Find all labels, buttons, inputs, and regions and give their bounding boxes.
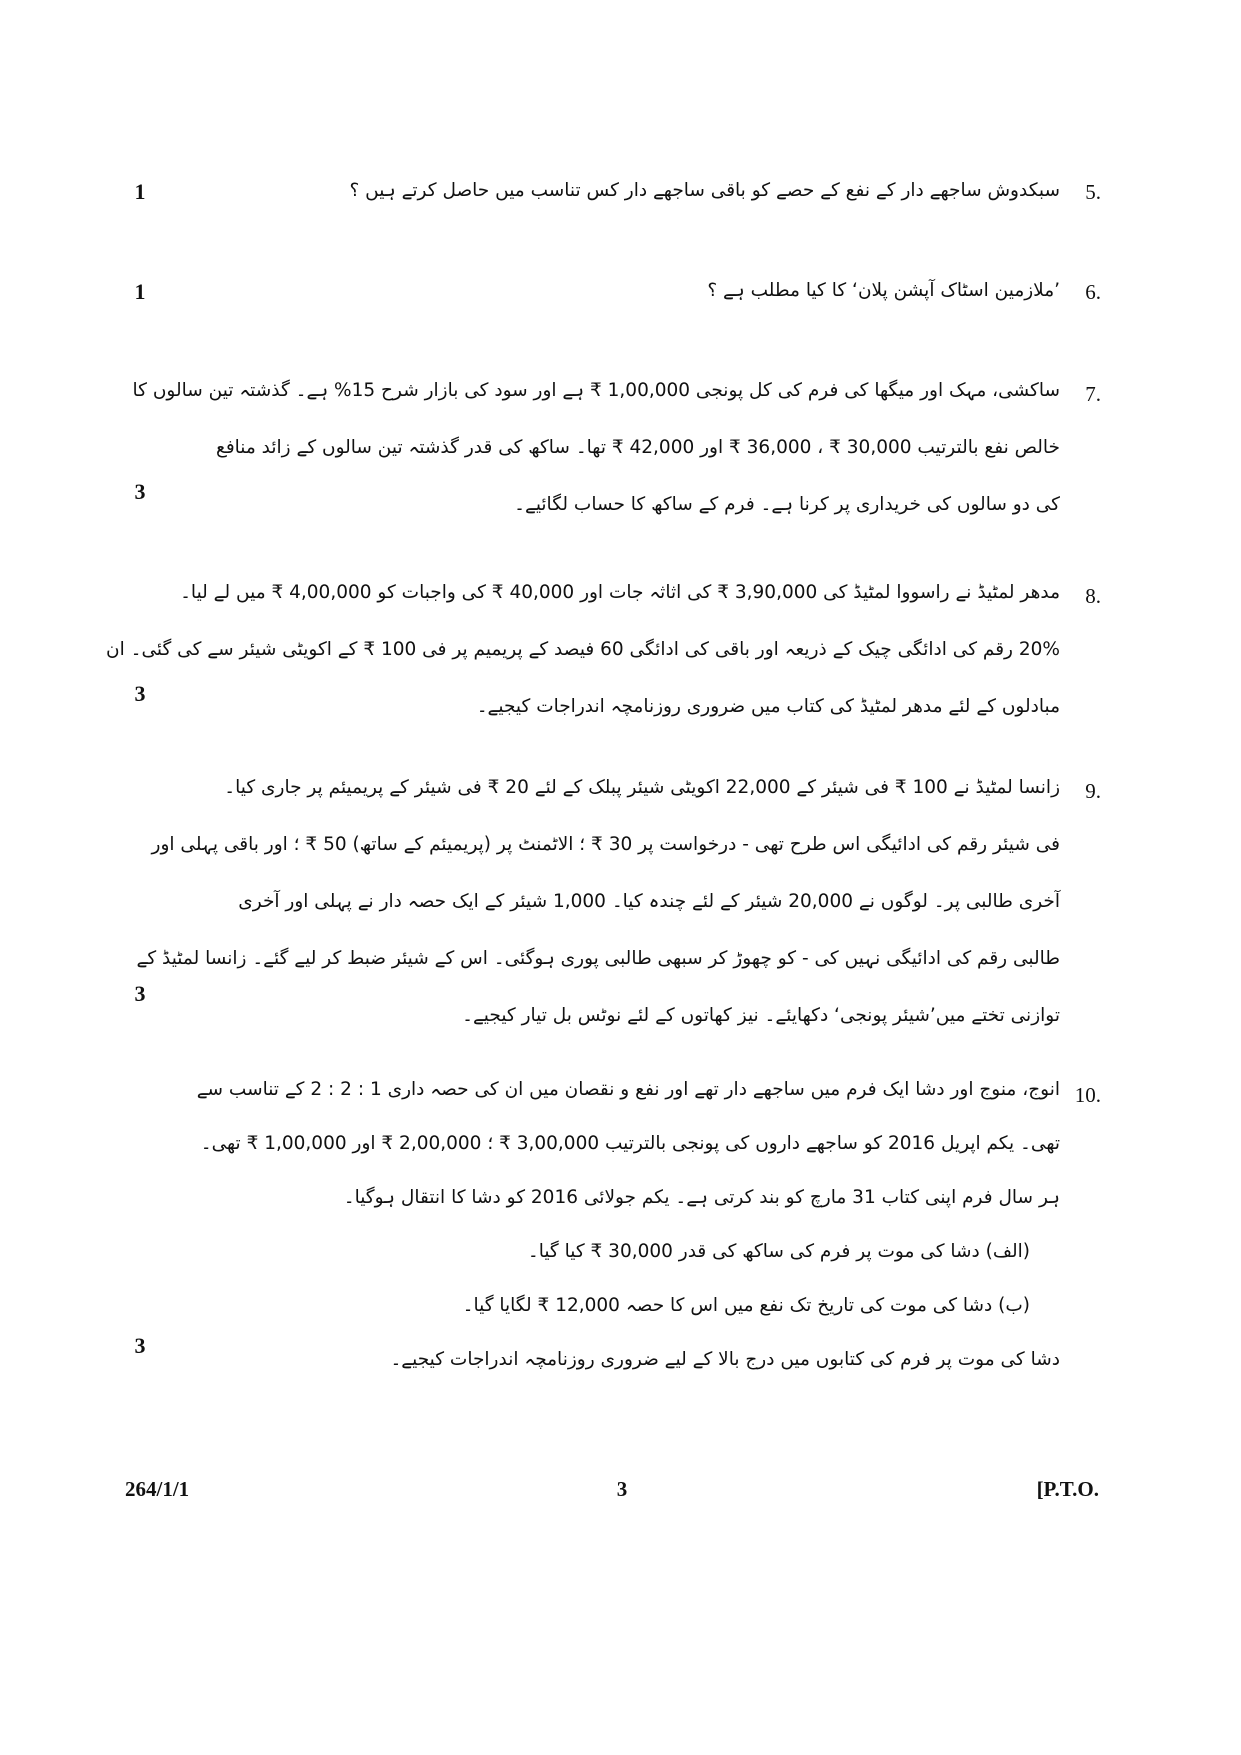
- marks-q5: 1: [134, 179, 146, 204]
- question-line: انوج، منوج اور دشا ایک فرم میں ساجھے دار تھے اور نفع و نقصان میں ان کی حصہ داری 1 : 2 : 2 کے تناسب سے: [196, 1079, 1060, 1100]
- question-line: فی شیئر رقم کی ادائیگی اس طرح تھی - درخواست پر 30 ₹ ؛ الاٹمنٹ پر (پریمیئم کے ساتھ) 50 ₹ ؛ اور باقی پہلی اور: [151, 834, 1060, 855]
- question-number-7: 7.: [1085, 382, 1101, 406]
- question-number-5: 5.: [1085, 180, 1101, 204]
- question-line: ’ملازمین اسٹاک آپشن پلان‘ کا کیا مطلب ہے ؟: [707, 280, 1060, 301]
- question-9-text: [136, 759, 1060, 1044]
- question-line: 20% رقم کی ادائگی چیک کے ذریعہ اور باقی کی ادائگی 60 فیصد کے پریمیم پر فی 100 ₹ کے اکویٹی شیئر سے کی گئی۔ ان: [106, 639, 1060, 660]
- page-footer: [0, 1477, 1241, 1507]
- please-turn-over: [P.T.O.: [1036, 1477, 1099, 1501]
- marks-q7: 3: [134, 479, 146, 504]
- paper-code: 264/1/1: [125, 1477, 190, 1501]
- question-line: دشا کی موت پر فرم کی کتابوں میں درج بالا کے لیے ضروری روزنامچہ اندراجات کیجیے۔: [390, 1349, 1060, 1370]
- question-7-text: [132, 362, 1060, 533]
- question-line: سبکدوش ساجھے دار کے نفع کے حصے کو باقی ساجھے دار کس تناسب میں حاصل کرتے ہیں ؟: [349, 180, 1060, 201]
- question-number-8: 8.: [1085, 584, 1101, 608]
- question-line: ساکشی، مہک اور میگھا کی فرم کی کل پونجی 1,00,000 ₹ ہے اور سود کی بازار شرح 15% ہے۔ گذشتہ تین سالوں کا: [132, 380, 1060, 401]
- marks-q9: 3: [134, 981, 146, 1006]
- question-subpart-b: (ب) دشا کی موت کی تاریخ تک نفع میں اس کا حصہ 12,000 ₹ لگایا گیا۔: [462, 1295, 1030, 1316]
- question-line: آخری طالبی پر۔ لوگوں نے 20,000 شیئر کے لئے چندہ کیا۔ 1,000 شیئر کے ایک حصہ دار نے پہلی اور آخری: [238, 891, 1060, 912]
- question-10-text: [180, 1063, 1060, 1387]
- question-line: توازنی تختے میں’شیئر پونجی‘ دکھایئے۔ نیز کھاتوں کے لئے نوٹس بل تیار کیجیے۔: [462, 1005, 1060, 1026]
- question-line: زانسا لمٹیڈ نے 100 ₹ فی شیئر کے 22,000 اکویٹی شیئر پبلک کے لئے 20 ₹ فی شیئر کے پریمیئم پر جاری کیا۔: [224, 777, 1060, 798]
- question-line: مدھر لمٹیڈ نے راسووا لمٹیڈ کی 3,90,000 ₹ کی اثاثہ جات اور 40,000 ₹ کی واجبات کو 4,00,000 ₹ میں لے لیا۔: [180, 582, 1060, 603]
- marks-q6: 1: [134, 279, 146, 304]
- question-number-6: 6.: [1085, 280, 1101, 304]
- marks-q10: 3: [134, 1333, 146, 1358]
- question-line: ہر سال فرم اپنی کتاب 31 مارچ کو بند کرتی ہے۔ یکم جولائی 2016 کو دشا کا انتقال ہوگیا۔: [343, 1187, 1060, 1208]
- question-line: طالبی رقم کی ادائیگی نہیں کی - کو چھوڑ کر سبھی طالبی پوری ہوگئی۔ اس کے شیئر ضبط کر لیے گئے۔ زانسا لمٹیڈ کے: [136, 948, 1060, 969]
- question-line: خالص نفع بالترتیب 30,000 ₹ ، 36,000 ₹ اور 42,000 ₹ تھا۔ ساکھ کی قدر گذشتہ تین سالوں کے زائد منافع: [215, 437, 1060, 458]
- question-number-10: 10.: [1074, 1083, 1101, 1107]
- page-number: 3: [616, 1477, 628, 1501]
- question-8-text: [106, 564, 1060, 735]
- question-subpart-a: (الف) دشا کی موت پر فرم کی ساکھ کی قدر 30,000 ₹ کیا گیا۔: [527, 1241, 1030, 1262]
- question-5-text: [180, 162, 1060, 219]
- question-line: مبادلوں کے لئے مدھر لمٹیڈ کی کتاب میں ضروری روزنامچہ اندراجات کیجیے۔: [476, 696, 1060, 717]
- marks-q8: 3: [134, 681, 146, 706]
- question-6-text: [180, 262, 1060, 319]
- question-line: کی دو سالوں کی خریداری پر کرنا ہے۔ فرم کے ساکھ کا حساب لگائیے۔: [514, 494, 1060, 515]
- question-number-9: 9.: [1085, 779, 1101, 803]
- question-line: تھی۔ یکم اپریل 2016 کو ساجھے داروں کی پونجی بالترتیب 3,00,000 ₹ ؛ 2,00,000 ₹ اور 1,00,000 ₹ تھی۔: [200, 1133, 1060, 1154]
